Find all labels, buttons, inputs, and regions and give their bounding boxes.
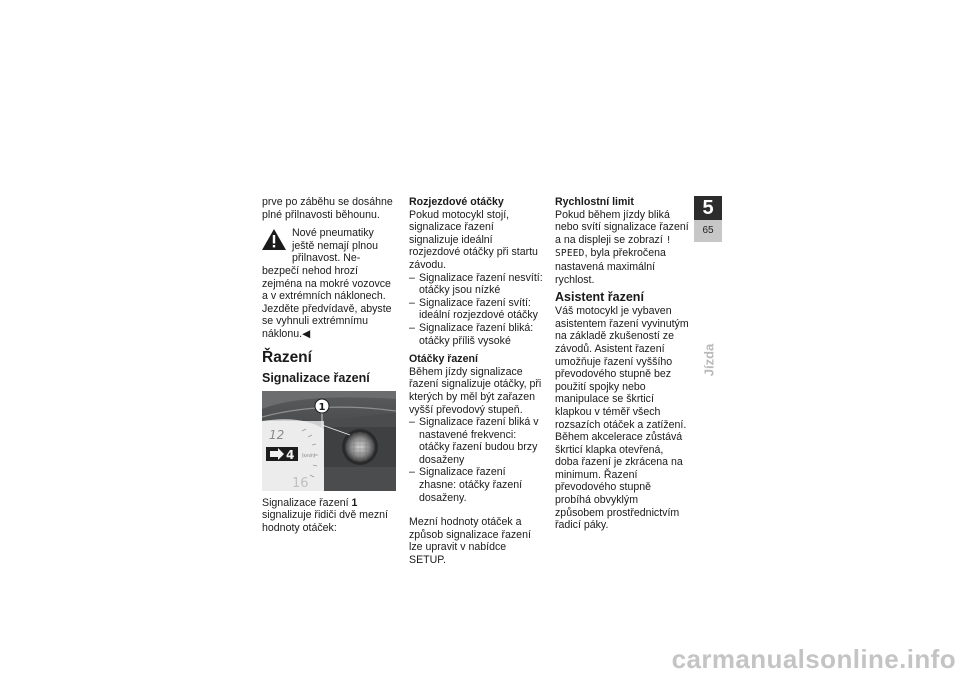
caption-number: 1: [351, 496, 358, 509]
chapter-label-text: Jízda: [701, 343, 717, 377]
shift-list: [409, 416, 543, 504]
warning-block: [262, 227, 396, 303]
launch-paragraph: Pokud motocykl stojí, signalizace řazení signalizuje ideální rozjezdové otáčky při startu závodu.: [409, 208, 538, 271]
speed-display-code: ! SPEED: [555, 234, 672, 260]
callout-number: 1: [318, 401, 326, 413]
heading-shift-assist: Asistent řazení: [555, 290, 644, 305]
chapter-number: 5: [694, 196, 722, 220]
caption-text-b: signalizuje řidiči dvě mezní hodnoty otáček:: [262, 509, 389, 534]
list-item: – Signalizace řazení bliká: otáčky příliš vysoké: [409, 322, 543, 347]
speed-paragraph: [555, 209, 689, 287]
list-item: – Signalizace řazení nesvítí: otáčky jsou nízké: [409, 272, 543, 297]
setup-paragraph: Mezní hodnoty otáček a způsob signalizace řazení lze upravit v nabídce SETUP.: [409, 516, 531, 567]
column-1: [262, 196, 396, 534]
warning-tail: [262, 303, 396, 341]
warning-rest: bezpečí nehod hrozí zejména na mokré vozovce a v extrémních náklonech.: [262, 264, 391, 303]
tick-label-16: 16: [292, 475, 309, 491]
intro-paragraph: prve po záběhu se dosáhne plné přilnavosti běhounu.: [262, 196, 393, 221]
column-3: [555, 196, 689, 532]
list-item: – Signalizace řazení bliká v nastavené frekvenci: otáčky řazení budou brzy dosaženy: [409, 416, 543, 466]
column-2: [409, 196, 543, 567]
dashboard-illustration: [262, 391, 396, 491]
heading-speed-limit: Rychlostní limit: [555, 196, 634, 208]
dashboard-figure: [262, 391, 396, 491]
speed-text-b: , byla překročena nastavená maximální rychlost.: [555, 247, 666, 286]
chapter-tab: [694, 196, 722, 276]
end-mark-icon: ◀: [302, 327, 311, 340]
page-number: 65: [694, 220, 722, 242]
figure-caption: [262, 497, 396, 535]
list-item: – Signalizace řazení svítí: ideální rozjezdové otáčky: [409, 297, 543, 322]
shift-paragraph: Během jízdy signalizace řazení signalizuje otáčky, při kterých by měl být zařazen vyšší převodový stupeň.: [409, 365, 542, 416]
launch-list: [409, 272, 543, 348]
assist-paragraph: Váš motocykl je vybaven asistentem řazení vyvinutým na základě zkušeností ze závodů. Asistent řazení umožňuje řazení vyššího převodového stupně bez použití spojky nebo manipulace se škrticí klapkou v téměř všech rozsazích otáček a zatížení. Během akcelerace zůstává škrticí klapka otevřená, doba řazení je zkrácena na minimum. Řazení převodového stupně probíhá obvyklým způsobem prostřednictvím řadicí páky.: [555, 305, 689, 532]
watermark: carmanualsonline.info: [671, 644, 956, 674]
heading-launch-rpm: Rozjezdové otáčky: [409, 196, 504, 208]
list-item: – Signalizace řazení zhasne: otáčky řazení dosaženy.: [409, 466, 543, 504]
speed-text-a: Pokud během jízdy bliká nebo svítí signalizace řazení a na displeji se zobrazí: [555, 208, 689, 246]
unit-label: [km/h]: [302, 452, 316, 458]
heading-shift-rpm: Otáčky řazení: [409, 353, 478, 366]
warning-icon: [262, 229, 286, 250]
warning-lead: Nové pneumatiky ještě nemají plnou přilnavost. Ne-: [292, 227, 378, 265]
tick-label-12: 12: [269, 427, 285, 442]
gear-value: 4: [286, 447, 295, 462]
section-heading: Řazení: [262, 348, 312, 366]
chapter-label: [699, 330, 719, 390]
section-subheading: Signalizace řazení: [262, 370, 370, 385]
warning-tail-text: Jezděte předvídavě, abyste se vyhnuli extrémnímu náklonu.: [262, 302, 392, 340]
caption-text-a: Signalizace řazení: [262, 496, 349, 509]
